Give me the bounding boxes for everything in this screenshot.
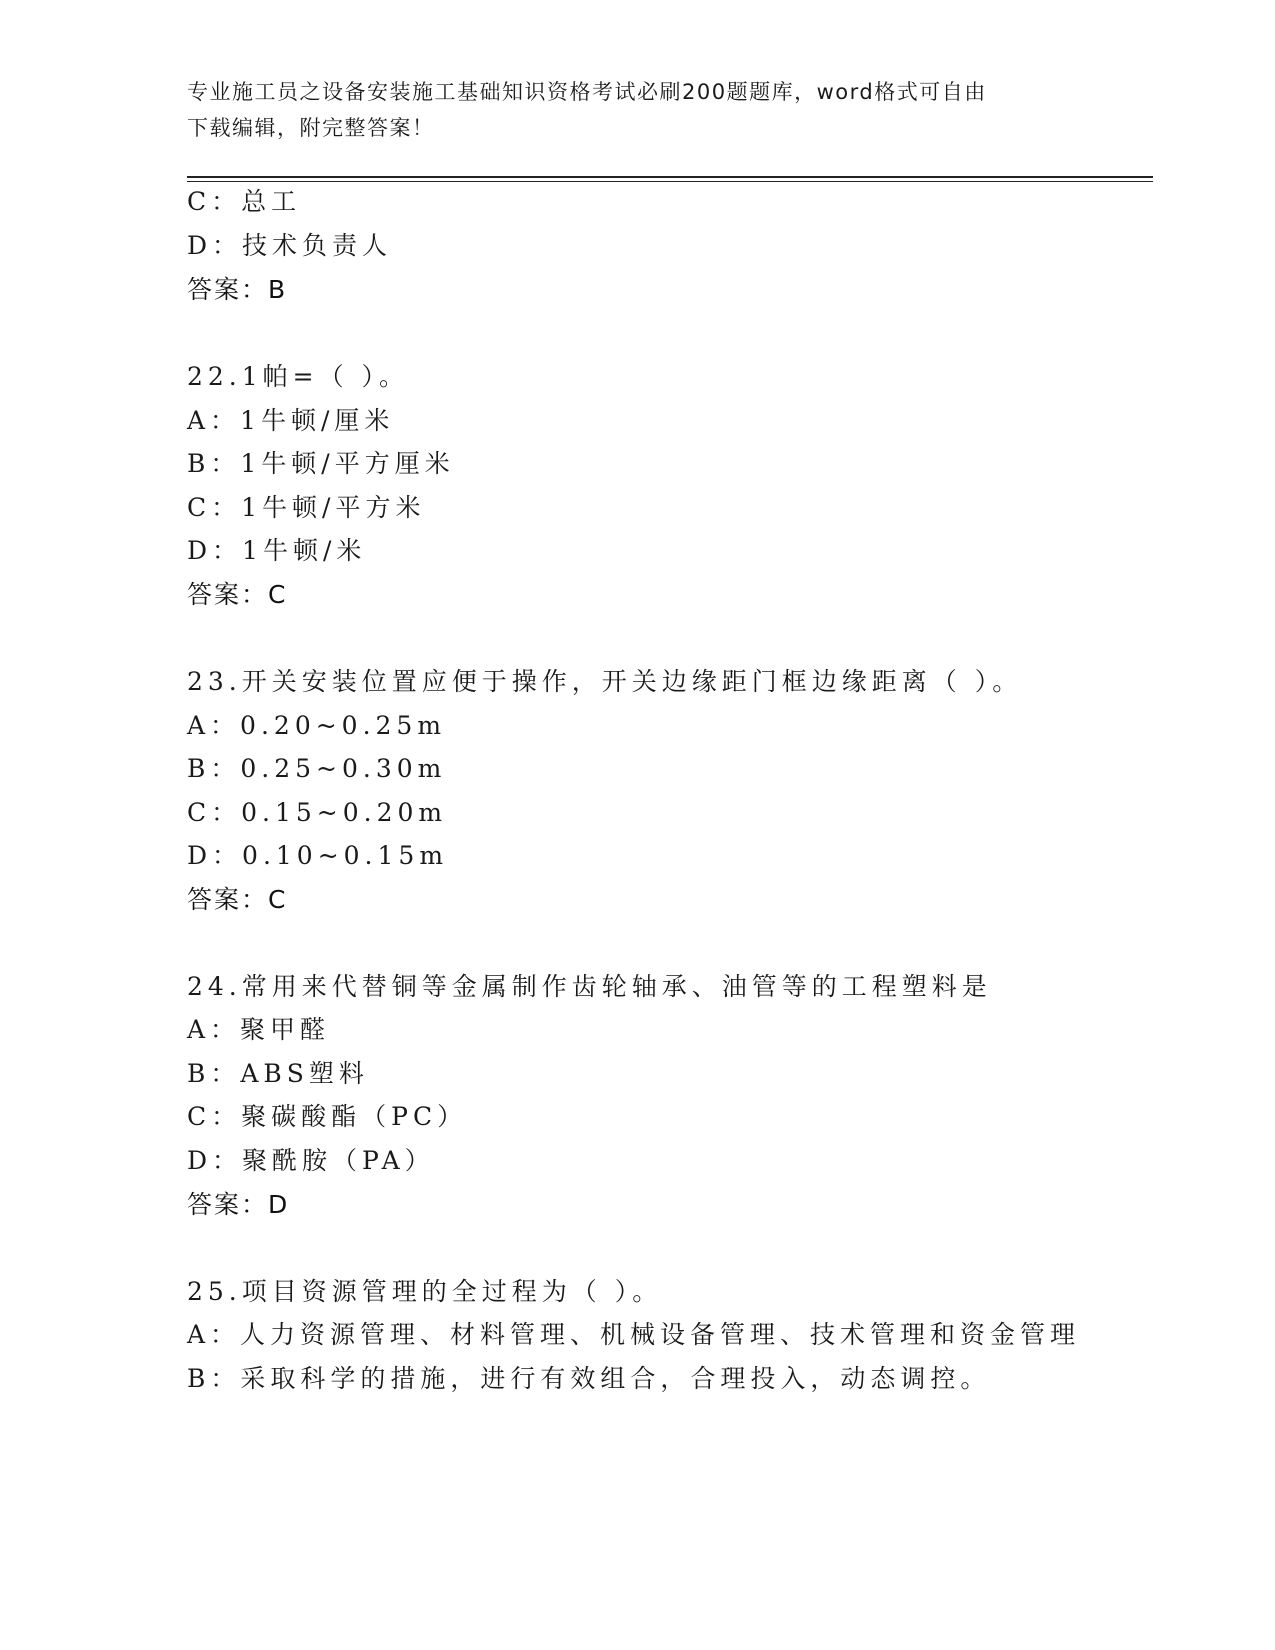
q22-question: 22.1帕=（ ）。 (187, 362, 410, 391)
q21-option-c: C：总工 (187, 187, 302, 216)
q24-answer: 答案：D (187, 1190, 290, 1219)
q22-answer: 答案：C (187, 580, 288, 609)
q25-option-a: A：人力资源管理、材料管理、机械设备管理、技术管理和资金管理 (187, 1320, 1081, 1349)
q24-option-b: B：ABS塑料 (187, 1059, 369, 1088)
header-divider-thin (187, 181, 1153, 182)
q23-question: 23.开关安装位置应便于操作，开关边缘距门框边缘距离（ ）。 (187, 667, 1023, 696)
q21-answer: 答案：B (187, 275, 288, 304)
q24-option-a: A：聚甲醛 (187, 1015, 331, 1044)
q23-option-b: B：0.25~0.30m (187, 754, 447, 783)
header-title-line-1: 专业施工员之设备安装施工基础知识资格考试必刷200题题库，word格式可自由 (187, 80, 987, 104)
q22-option-a: A：1牛顿/厘米 (187, 406, 395, 435)
q24-question: 24.常用来代替铜等金属制作齿轮轴承、油管等的工程塑料是 (187, 972, 992, 1001)
q22-option-c: C：1牛顿/平方米 (187, 493, 426, 522)
q23-option-a: A：0.20~0.25m (187, 711, 447, 740)
header-divider-thick (187, 176, 1153, 178)
q23-option-d: D：0.10~0.15m (187, 841, 449, 870)
q23-option-c: C：0.15~0.20m (187, 798, 448, 827)
q25-option-b: B：采取科学的措施，进行有效组合，合理投入，动态调控。 (187, 1364, 991, 1393)
q24-option-c: C：聚碳酸酯（PC） (187, 1102, 468, 1131)
q25-question: 25.项目资源管理的全过程为（ ）。 (187, 1277, 663, 1306)
page-header (187, 74, 1067, 146)
q22-option-d: D：1牛顿/米 (187, 536, 367, 565)
q21-option-d: D：技术负责人 (187, 231, 393, 260)
q24-option-d: D：聚酰胺（PA） (187, 1146, 435, 1175)
q23-answer: 答案：C (187, 885, 288, 914)
header-title-line-2: 下载编辑，附完整答案！ (187, 116, 435, 140)
q22-option-b: B：1牛顿/平方厘米 (187, 449, 455, 478)
